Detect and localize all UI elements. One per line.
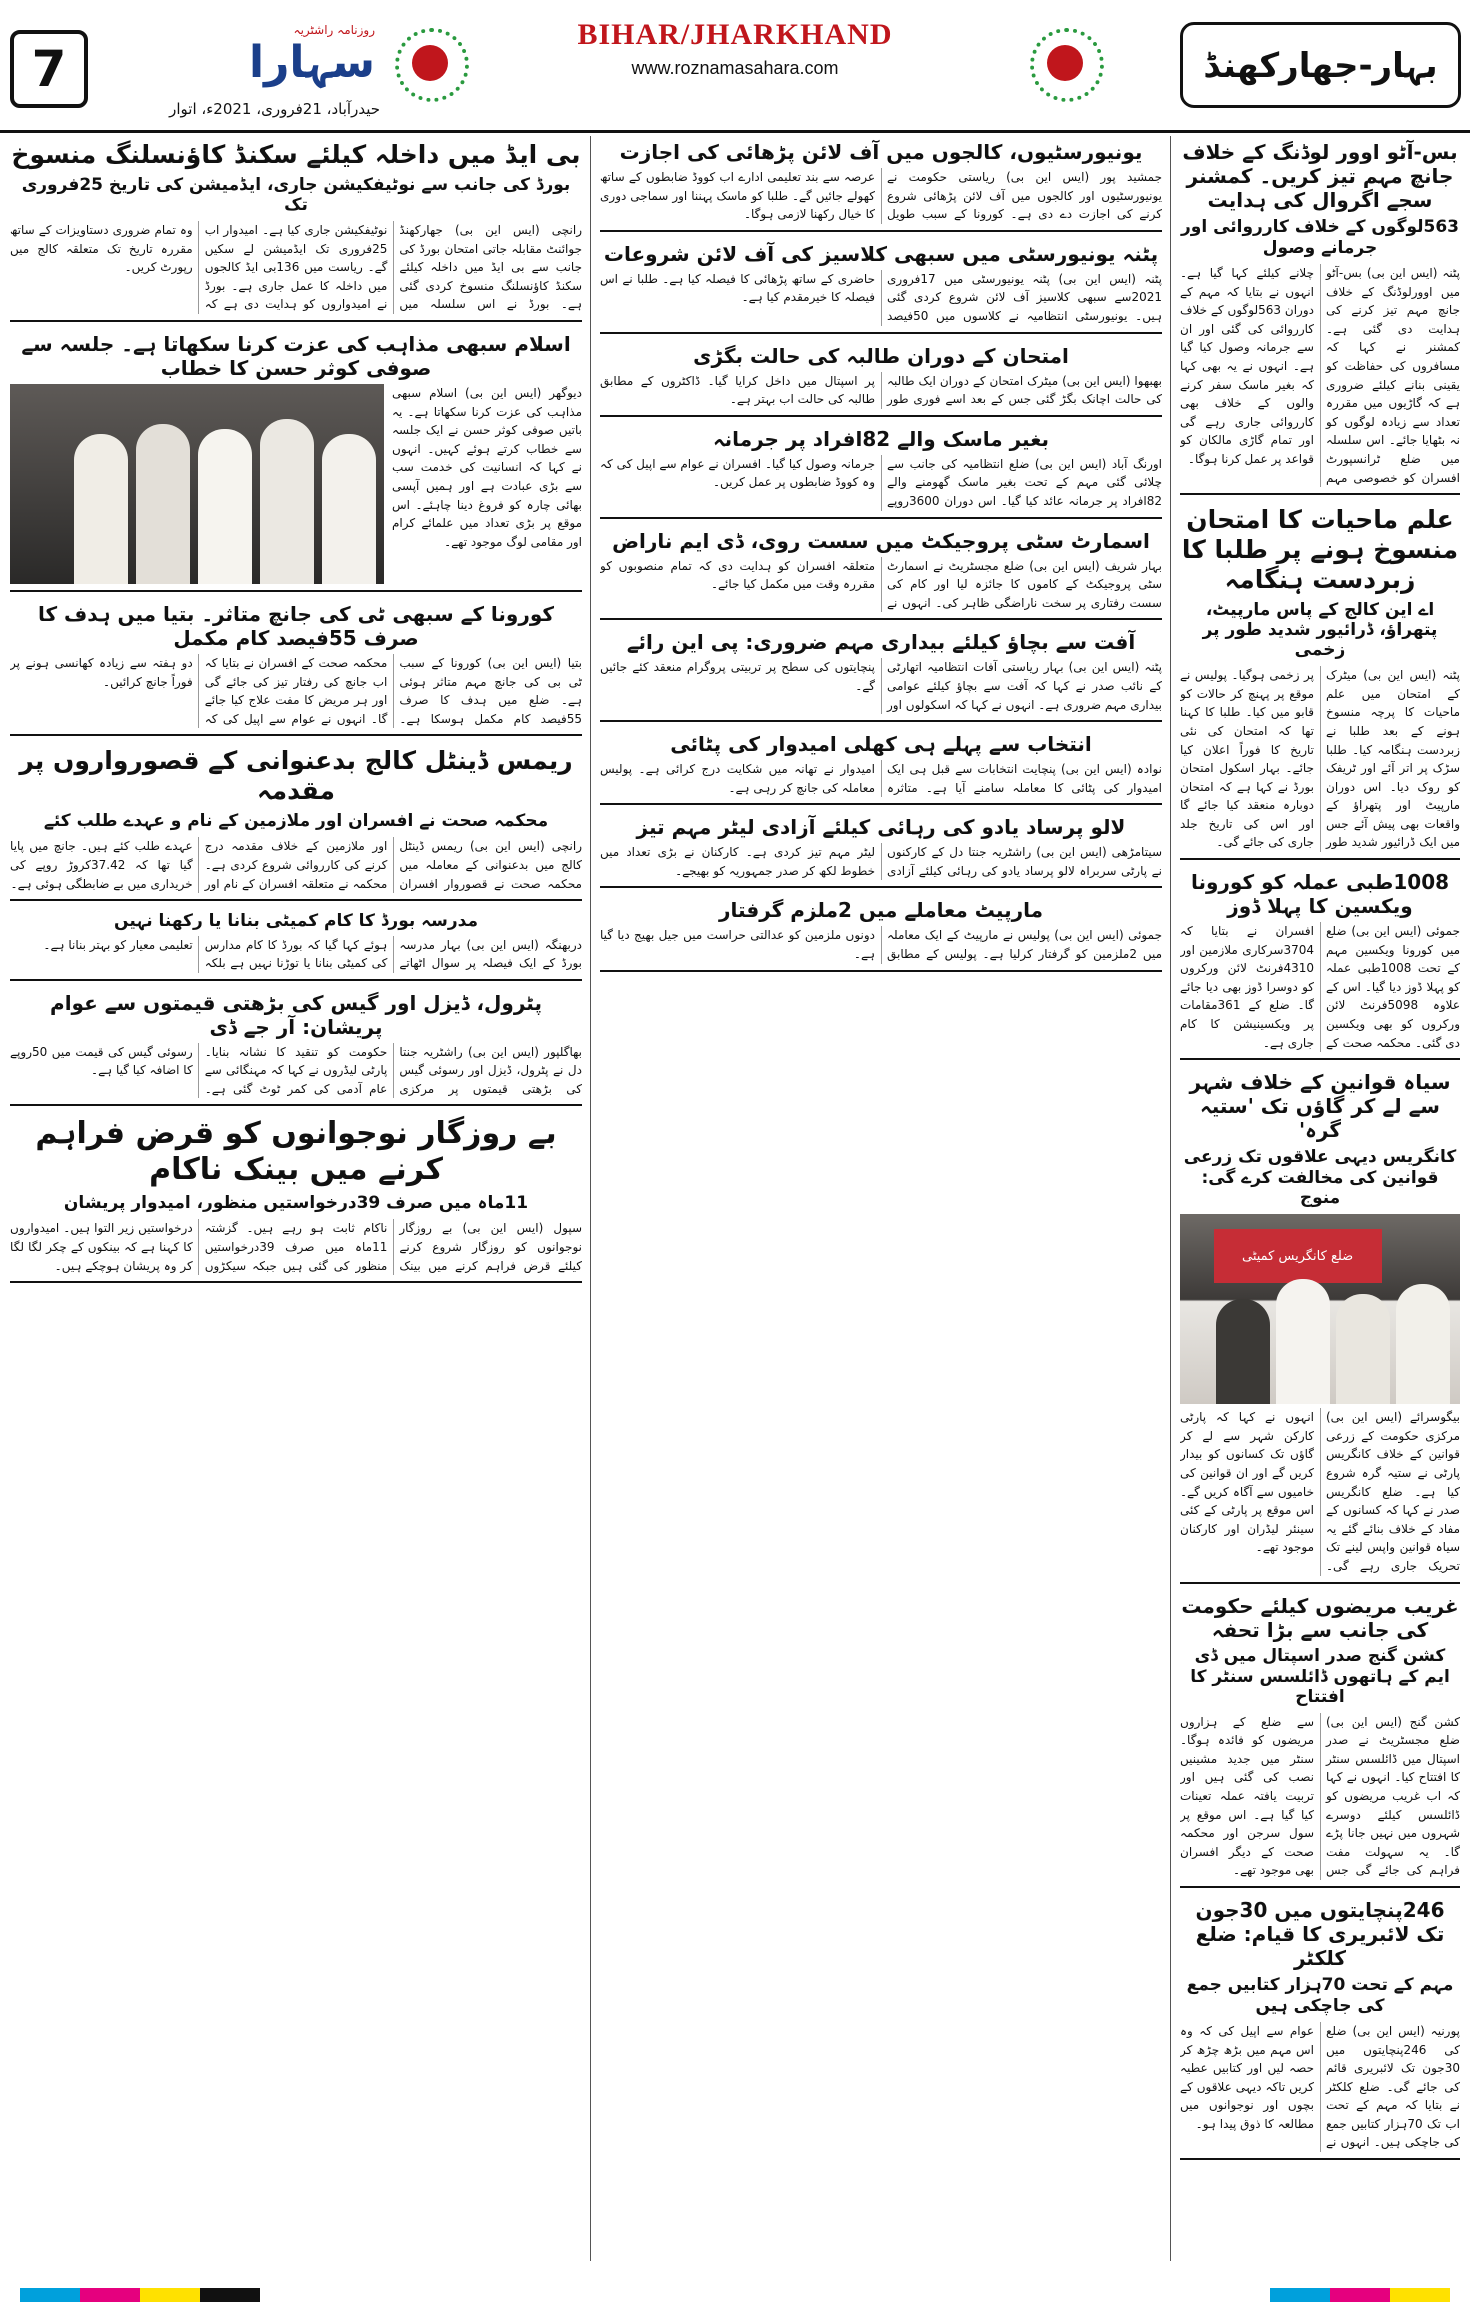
registration-mark [80,2288,140,2302]
article [600,529,1162,621]
article [600,732,1162,805]
article [600,630,1162,722]
registration-mark [140,2288,200,2302]
column-divider [590,136,591,2261]
headline: کورونا کے سبھی ٹی کی جانچ متاثر۔ بتیا میں ہدف کا صرف 55فیصد کام مکمل [37,601,555,650]
photo-banner: ضلع کانگریس کمیٹی [1214,1229,1382,1282]
article-body: بھاگلپور (ایس این بی) راشٹریہ جنتا دل نے پٹرول، ڈیزل اور رسوئی گیس کی بڑھتی قیمتوں پر مرکزی حکومت کو تنقید کا نشانہ بنایا۔ پارٹی لیڈروں نے کہا کہ مہنگائی سے عام آدمی کی کمر ٹوٹ گئی ہے۔ رسوئی گیس کی قیمت میں 50روپے کا اضافہ کیا گیا ہے۔ [10,1044,582,1096]
website-link[interactable]: www.roznamasahara.com [631,58,839,78]
article-body: بیگوسرائے (ایس این بی) مرکزی حکومت کے زرعی قوانین کے خلاف کانگریس پارٹی نے ستیہ گرہ شروع کیا ہے۔ ضلع کانگریس صدر نے کہا کہ کسانوں کے مفاد کے خلاف بنائے گئے یہ سیاہ قوانین واپس لینے تک تحریک جاری رہے گی۔ انہوں نے کہا کہ پارٹی کارکن شہر سے لے کر گاؤں تک کسانوں کو بیدار کریں گے اور ان قوانین کی خامیوں سے آگاہ کریں گے۔ اس موقع پر پارٹی کے کئی سینئر لیڈران اور کارکنان موجود تھے۔ [1180,1410,1460,1573]
article [10,746,582,901]
headline: سیاہ قوانین کے خلاف شہر سے لے کر گاؤں تک 'ستیہ گرہ' [1189,1070,1451,1143]
logo-wordmark: سہارا [249,36,375,88]
article [10,602,582,736]
headline: لالو پرساد یادو کی رہائی کیلئے آزادی لیٹر مہم تیز [636,815,1126,840]
article [10,332,582,592]
headline: غریب مریضوں کیلئے حکومت کی جانب سے بڑا تحفہ [1181,1593,1459,1642]
newspaper-logo [95,10,375,100]
news-photo [10,384,384,584]
state-title: بہار-جھارکھنڈ [1180,22,1461,108]
article [1180,140,1460,495]
article [10,911,582,981]
headline: یونیورسٹیوں، کالجوں میں آف لائن پڑھائی کی اجازت [619,140,1143,164]
article [1180,1898,1460,2160]
subheadline: 563لوگوں کے خلاف کارروائی اور جرمانے وصول [1180,217,1460,258]
article [1180,1070,1460,1583]
article-body: پٹنہ (ایس این بی) پٹنہ یونیورسٹی میں 17فروری 2021سے سبھی کلاسیز آف لائن شروع کردی گئی ہیں۔ یونیورسٹی انتظامیہ نے کلاسوں میں 50فیصد حاضری کے ساتھ پڑھائی کا فیصلہ کیا ہے۔ طلبا نے اس فیصلہ کا خیرمقدم کیا ہے۔ [600,271,1162,323]
section-banner [470,18,1000,114]
headline: پٹنہ یونیورسٹی میں سبھی کلاسیز کی آف لائن شروعات [603,241,1159,266]
article-body: جموئی (ایس این بی) ضلع میں کورونا ویکسین مہم کے تحت 1008طبی عملہ کو پہلا ڈوز دیا گیا۔ اس کے علاوہ 5098فرنٹ لائن ورکروں کو بھی ویکسین دی گئی۔ محکمہ صحت کے افسران نے بتایا کہ 3704سرکاری ملازمین اور 4310فرنٹ لائن ورکروں کو دوسرا ڈوز بھی دیا جائے گا۔ ضلع کے 361مقامات پر ویکسینیشن کا کام جاری ہے۔ [1180,924,1460,1050]
article [1180,870,1460,1060]
article-body: پٹنہ (ایس این بی) بہار ریاستی آفات انتظامیہ اتھارٹی کے نائب صدر نے کہا کہ آفت سے بچاؤ کیلئے عوامی بیداری مہم ضروری ہے۔ انہوں نے کہا کہ اسکولوں اور پنچایتوں کی سطح پر تربیتی پروگرام منعقد کئے جائیں گے۔ [600,660,1162,712]
article-body: سپول (ایس این بی) بے روزگار نوجوانوں کو روزگار شروع کرنے کیلئے قرض فراہم کرنے میں بینک ناکام ثابت ہو رہے ہیں۔ گزشتہ 11ماہ میں صرف 39درخواستیں منظور کی گئی ہیں جبکہ سیکڑوں درخواستیں زیر التوا ہیں۔ امیدواروں کا کہنا ہے کہ بینکوں کے چکر لگا لگا کر وہ پریشان ہوچکے ہیں۔ [10,1221,582,1273]
article-body: بتیا (ایس این بی) کورونا کے سبب ٹی بی کی جانچ مہم متاثر ہوئی ہے۔ ضلع میں ہدف کا صرف 55فیصد کام مکمل ہوسکا ہے۔ محکمہ صحت کے افسران نے بتایا کہ اب جانچ کی رفتار تیز کی جائے گی اور ہر مریض کا مفت علاج کیا جائے گا۔ انہوں نے عوام سے اپیل کی کہ دو ہفتہ سے زیادہ کھانسی ہونے پر فوراً جانچ کرائیں۔ [10,655,582,726]
subheadline: کشن گنج صدر اسپتال میں ڈی ایم کے ہاتھوں ڈائلسس سنٹر کا افتتاح [1190,1645,1450,1707]
article [600,344,1162,417]
headline: مارپیٹ معاملے میں 2ملزم گرفتار [718,898,1044,923]
registration-mark [20,2288,80,2302]
article-body: رانچی (ایس این بی) ریمس ڈینٹل کالج میں بدعنوانی کے معاملہ میں محکمہ صحت نے قصوروار افسران اور ملازمین کے خلاف مقدمہ درج کرنے کی کارروائی شروع کردی ہے۔ محکمہ نے متعلقہ افسران کے نام اور عہدے طلب کئے ہیں۔ جانچ میں پایا گیا تھا کہ 37.42کروڑ روپے کی خریداری میں بے ضابطگی ہوئی ہے۔ [10,839,582,891]
column-left [10,136,582,2256]
article-body: پورنیہ (ایس این بی) ضلع کی 246پنچایتوں میں 30جون تک لائبریری قائم کی جائے گی۔ ضلع کلکٹر نے بتایا کہ مہم کے تحت اب تک 70ہزار کتابیں جمع کی جاچکی ہیں۔ انہوں نے عوام سے اپیل کی کہ وہ اس مہم میں بڑھ چڑھ کر حصہ لیں اور کتابیں عطیہ کریں تاکہ دیہی علاقوں کے بچوں اور نوجوانوں میں مطالعہ کا ذوق پیدا ہو۔ [1180,2023,1460,2150]
article-body: سیتامڑھی (ایس این بی) راشٹریہ جنتا دل کے کارکنوں نے پارٹی سربراہ لالو پرساد یادو کی رہائی کیلئے آزادی لیٹر مہم تیز کردی ہے۔ کارکنان نے بڑی تعداد میں خطوط لکھ کر صدر جمہوریہ کو بھیجے۔ [600,845,1162,878]
article-body: دیوگھر (ایس این بی) اسلام سبھی مذاہب کی عزت کرنا سکھاتا ہے۔ یہ باتیں صوفی کوثر حسن نے ایک جلسہ سے خطاب کرتے ہوئے کہیں۔ انہوں نے کہا کہ انسانیت کی خدمت سب سے بڑی عبادت ہے اور ہمیں آپسی بھائی چارہ کو فروغ دینا چاہئے۔ اس موقع پر بڑی تعداد میں علمائے کرام اور مقامی لوگ موجود تھے۔ [392,385,582,549]
article [600,242,1162,334]
article-body: نوادہ (ایس این بی) پنچایت انتخابات سے قبل ہی ایک امیدوار کی پٹائی کا معاملہ سامنے آیا ہے۔ متاثرہ امیدوار نے تھانہ میں شکایت درج کرائی ہے۔ پولیس معاملہ کی جانچ کر رہی ہے۔ [600,762,1162,795]
subheadline: کانگریس دیہی علاقوں تک زرعی قوانین کی مخالفت کرے گی: منوج [1183,1147,1457,1209]
article [1180,1594,1460,1888]
headline: 246پنچایتوں میں 30جون تک لائبریری کا قیام: ضلع کلکٹر [1195,1897,1445,1970]
headline: بس-آٹو اوور لوڈنگ کے خلاف جانچ مہم تیز کریں۔ کمشنر سجے اگروال کی ہدایت [1182,140,1458,212]
logo-tagline: روزنامہ راشٹریہ [293,22,375,37]
article [600,898,1162,971]
article-body: بہار شریف (ایس این بی) ضلع مجسٹریٹ نے اسمارٹ سٹی پروجیکٹ کے کاموں کا جائزہ لیا اور کام کی سست رفتاری پر سخت ناراضگی ظاہر کی۔ انہوں نے متعلقہ افسران کو ہدایت دی کہ تمام منصوبوں کو مقررہ وقت میں مکمل کیا جائے۔ [600,558,1162,610]
article-body: پٹنہ (ایس این بی) بس-آٹو میں اوورلوڈنگ کے خلاف جانچ مہم تیز کرنے کی ہدایت دی گئی ہے۔ کمشنر نے کہا کہ مسافروں کی حفاظت کو یقینی بنانے کیلئے ضروری ہے کہ گاڑیوں میں مقررہ تعداد سے زیادہ لوگوں کو نہ بٹھایا جائے۔ اس سلسلہ میں ضلع ٹرانسپورٹ افسران کو خصوصی مہم چلانے کیلئے کہا گیا ہے۔ انہوں نے بتایا کہ مہم کے دوران 563لوگوں کے خلاف کارروائی کی گئی اور ان سے جرمانہ وصول کیا گیا ہے۔ انہوں نے یہ بھی کہا کہ بغیر ماسک سفر کرنے والوں کے خلاف بھی کارروائی جاری رہے گی اور تمام گاڑی مالکان کو قواعد پر عمل کرنا ہوگا۔ [1180,266,1460,485]
registration-mark [1270,2288,1330,2302]
article-body: پٹنہ (ایس این بی) میٹرک کے امتحان میں علم ماحیات کا پرچہ منسوخ ہونے کے بعد طلبا نے زبردست ہنگامہ کیا۔ طلبا سڑک پر اتر آئے اور ٹریفک کو روک دیا۔ اس دوران مارپیٹ اور پتھراؤ کے واقعات بھی پیش آئے جس میں ایک ڈرائیور شدید طور پر زخمی ہوگیا۔ پولیس نے موقع پر پہنچ کر حالات کو قابو میں کیا۔ طلبا کا کہنا تھا کہ امتحان کی نئی تاریخ کا فوراً اعلان کیا جائے۔ بہار اسکول امتحان بورڈ نے کہا ہے کہ امتحان دوبارہ منعقد کیا جائے گا اور اس کی تاریخ جلد جاری کی جائے گی۔ [1180,668,1460,850]
article-body: بھبھوا (ایس این بی) میٹرک امتحان کے دوران ایک طالبہ کی حالت اچانک بگڑ گئی جس کے بعد اسے فوری طور پر اسپتال میں داخل کرایا گیا۔ ڈاکٹروں کے مطابق طالبہ کی حالت اب بہتر ہے۔ [600,373,1162,407]
issue-date: حیدرآباد، 21فروری، 2021ء، اتوار [169,100,380,118]
news-photo [1180,1214,1460,1404]
headline: 1008طبی عملہ کو کورونا ویکسین کا پہلا ڈوز [1190,870,1450,919]
article-body: رانچی (ایس این بی) جھارکھنڈ جوائنٹ مقابلہ جاتی امتحان بورڈ کی جانب سے بی ایڈ میں داخلہ کیلئے سکنڈ کاؤنسلنگ منسوخ کردی گئی ہے۔ بورڈ نے اس سلسلہ میں نوٹیفکیشن جاری کیا ہے۔ امیدوار اب 25فروری تک ایڈمیشن لے سکیں گے۔ ریاست میں 136بی ایڈ کالجوں میں داخلہ کا عمل جاری ہے۔ بورڈ نے امیدواروں کو ہدایت دی ہے کہ وہ تمام ضروری دستاویزات کے ساتھ مقررہ تاریخ تک متعلقہ کالج میں رپورٹ کریں۔ [10,223,582,312]
decorative-emblem-icon [395,28,465,98]
column-right [1180,136,1460,2256]
article-body: دربھنگہ (ایس این بی) بہار مدرسہ بورڈ کے ایک فیصلہ پر سوال اٹھاتے ہوئے کہا گیا کہ بورڈ کا کام مدارس کی کمیٹی بنانا یا توڑنا نہیں ہے بلکہ تعلیمی معیار کو بہتر بنانا ہے۔ [43,937,582,971]
article-body: کشن گنج (ایس این بی) ضلع مجسٹریٹ نے صدر اسپتال میں ڈائلسس سنٹر کا افتتاح کیا۔ انہوں نے کہا کہ اب غریب مریضوں کو ڈائلسس کیلئے دوسرے شہروں میں نہیں جانا پڑے گا۔ یہ سہولت مفت فراہم کی جائے گی جس سے ضلع کے ہزاروں مریضوں کو فائدہ ہوگا۔ سنٹر میں جدید مشینیں نصب کی گئی ہیں اور تربیت یافتہ عملہ تعینات کیا گیا ہے۔ اس موقع پر سول سرجن اور محکمہ صحت کے دیگر افسران بھی موجود تھے۔ [1180,1714,1460,1878]
article-body: اورنگ آباد (ایس این بی) ضلع انتظامیہ کی جانب سے چلائی گئی مہم کے تحت بغیر ماسک گھومنے والے 82افراد پر جرمانہ عائد کیا گیا۔ اس دوران 3600روپے جرمانہ وصول کیا گیا۔ افسران نے عوام سے اپیل کی کہ وہ کووڈ ضابطوں پر عمل کریں۔ [600,456,1162,508]
subheadline: بورڈ کی جانب سے نوٹیفکیشن جاری، ایڈمیشن کی تاریخ 25فروری تک [21,175,571,215]
article [10,1116,582,1283]
decorative-emblem-icon [1030,28,1100,98]
headline: اسلام سبھی مذاہب کی عزت کرنا سکھاتا ہے۔ جلسہ سے صوفی کوثر حسن کا خطاب [21,331,571,380]
headline: اسمارٹ سٹی پروجیکٹ میں سست روی، ڈی ایم ناراض [612,528,1150,553]
article-body: جمشید پور (ایس این بی) ریاستی حکومت نے یونیورسٹیوں اور کالجوں میں آف لائن پڑھائی شروع کرنے کی اجازت دے دی ہے۔ کورونا کے سبب طویل عرصہ سے بند تعلیمی ادارے اب کووڈ ضابطوں کے ساتھ کھولے جائیں گے۔ طلبا کو ماسک پہننا اور سماجی دوری کا خیال رکھنا لازمی ہوگا۔ [600,170,1162,222]
headline: آفت سے بچاؤ کیلئے بیداری مہم ضروری: پی این رائے [626,630,1136,655]
article-body: جموئی (ایس این بی) پولیس نے مارپیٹ کے ایک معاملہ میں 2ملزمین کو گرفتار کرلیا ہے۔ پولیس کے مطابق دونوں ملزمین کو عدالتی حراست میں جیل بھیج دیا گیا ہے۔ [600,928,1162,962]
article [10,991,582,1107]
headline: مدرسہ بورڈ کا کام کمیٹی بنانا یا رکھنا نہیں [114,911,478,932]
headline: بی ایڈ میں داخلہ کیلئے سکنڈ کاؤنسلنگ منسوخ [11,140,581,169]
headline: امتحان کے دوران طالبہ کی حالت بگڑی [693,343,1069,368]
article [10,140,582,322]
subheadline: مہم کے تحت 70ہزار کتابیں جمع کی جاچکی ہیں [1186,1974,1454,2016]
column-divider [1170,136,1171,2261]
headline: علم ماحیات کا امتحان منسوخ ہونے پر طلبا کا زبردست ہنگامہ [1181,505,1459,595]
column-middle [600,136,1162,2256]
article [600,140,1162,232]
headline: بے روزگار نوجوانوں کو قرض فراہم کرنے میں بینک ناکام [35,1116,557,1188]
subheadline: 11ماہ میں صرف 39درخواستیں منظور، امیدوار پریشان [63,1193,529,1214]
page-number: 7 [10,30,88,108]
article [1180,505,1460,860]
masthead [0,0,1470,133]
section-title: BIHAR/JHARKHAND [577,18,893,51]
article [600,815,1162,888]
registration-mark [200,2288,260,2302]
headline: پٹرول، ڈیزل اور گیس کی بڑھتی قیمتوں سے عوام پریشان: آر جے ڈی [50,990,542,1039]
headline: انتخاب سے پہلے ہی کھلی امیدوار کی پٹائی [670,732,1092,757]
registration-mark [1390,2288,1450,2302]
subheadline: محکمہ صحت نے افسران اور ملازمین کے نام و عہدے طلب کئے [43,811,549,832]
article [600,427,1162,519]
subheadline: اے این کالج کے پاس مارپیٹ، پتھراؤ، ڈرائیور شدید طور پر زخمی [1202,600,1438,661]
registration-mark [1330,2288,1390,2302]
headline: بغیر ماسک والے 82افراد پر جرمانہ [712,426,1050,451]
headline: ریمس ڈینٹل کالج بدعنوانی کے قصورواروں پر مقدمہ [19,746,573,806]
